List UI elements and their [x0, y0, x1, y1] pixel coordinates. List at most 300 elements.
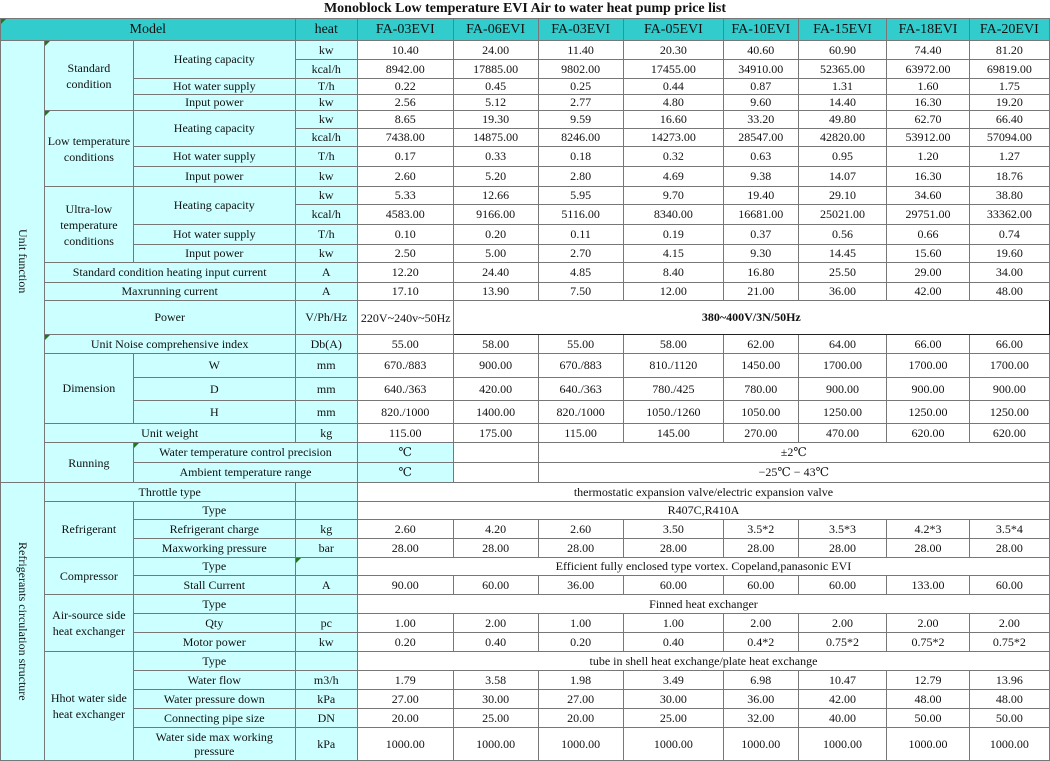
cell: 58.00: [623, 335, 723, 354]
cell: 18.76: [969, 167, 1049, 187]
cell: 52365.00: [798, 60, 887, 79]
unit-db: Db(A): [295, 335, 357, 354]
low-hot-water-label: Hot water supply: [133, 147, 295, 167]
table-row: [1, 111, 1050, 129]
cell: 1050./1260: [623, 401, 723, 424]
cell: 0.20: [453, 225, 538, 245]
unit-bar: bar: [295, 539, 357, 558]
table-row: [1, 225, 1050, 245]
unit-a: A: [295, 576, 357, 595]
cell: 28.00: [798, 539, 887, 558]
table-row: [1, 709, 1050, 728]
cell: 9.38: [724, 167, 799, 187]
cell: 4.69: [623, 167, 723, 187]
unit-m3h: m3/h: [295, 671, 357, 690]
unit-kg: kg: [295, 520, 357, 539]
cell: 2.50: [357, 245, 453, 263]
cell: 115.00: [357, 424, 453, 443]
cell: 1.75: [969, 79, 1049, 95]
low-input-power-label: Input power: [133, 167, 295, 187]
cell: 9166.00: [453, 205, 538, 225]
table-row: [1, 79, 1050, 95]
cell: 29.10: [798, 187, 887, 205]
cell: 0.32: [623, 147, 723, 167]
cell: 14875.00: [453, 129, 538, 147]
cell: 20.00: [538, 709, 623, 728]
cell: 17885.00: [453, 60, 538, 79]
cell: 115.00: [538, 424, 623, 443]
cell: 28.00: [969, 539, 1049, 558]
table-row: [1, 671, 1050, 690]
cell: 25.00: [623, 709, 723, 728]
table-row: [1, 335, 1050, 354]
cell: 470.00: [798, 424, 887, 443]
cell: 2.00: [798, 614, 887, 633]
cell: 780.00: [724, 378, 799, 401]
unit-kw: kw: [295, 41, 357, 60]
cell: 810./1120: [623, 354, 723, 378]
table-row: [1, 187, 1050, 205]
unit-a: A: [295, 283, 357, 301]
cell: 12.20: [357, 263, 453, 283]
cell: 27.00: [357, 690, 453, 709]
cell: 60.00: [623, 576, 723, 595]
cell-blank: [295, 595, 357, 614]
cell: 0.63: [724, 147, 799, 167]
cell-blank: [295, 483, 357, 502]
cell: 64.00: [798, 335, 887, 354]
cell: 14.07: [798, 167, 887, 187]
cell: 24.00: [453, 41, 538, 60]
table-row: [1, 245, 1050, 263]
ultra-heating-capacity-label: Heating capacity: [133, 187, 295, 225]
cell: 50.00: [969, 709, 1049, 728]
cell: 1.20: [887, 147, 969, 167]
comp-stall-label: Stall Current: [133, 576, 295, 595]
cell: 4.15: [623, 245, 723, 263]
cell: 2.00: [969, 614, 1049, 633]
water-pdown-label: Water pressure down: [133, 690, 295, 709]
cell: 7.50: [538, 283, 623, 301]
cell: 1250.00: [969, 401, 1049, 424]
cell: 42.00: [887, 283, 969, 301]
unit-pc: pc: [295, 614, 357, 633]
unit-kw: kw: [295, 167, 357, 187]
section-unit-function: Unit function: [1, 41, 45, 483]
section-running: Running: [44, 443, 133, 483]
cell: 14.45: [798, 245, 887, 263]
unit-vph: V/Ph/Hz: [295, 301, 357, 335]
low-heating-capacity-label: Heating capacity: [133, 111, 295, 147]
cell: 69819.00: [969, 60, 1049, 79]
cell: 36.00: [724, 690, 799, 709]
unit-th: T/h: [295, 225, 357, 245]
cell: 50.00: [887, 709, 969, 728]
cell: 1000.00: [623, 728, 723, 761]
cell: 33362.00: [969, 205, 1049, 225]
power-label: Power: [44, 301, 295, 335]
cell: 0.25: [538, 79, 623, 95]
cell: 0.40: [453, 633, 538, 652]
cell: 670./883: [538, 354, 623, 378]
cell: 2.00: [453, 614, 538, 633]
group-ultra-low-temperature: Ultra-low temperature conditions: [44, 187, 133, 263]
cell: 0.56: [798, 225, 887, 245]
cell: 2.60: [357, 167, 453, 187]
cell: 2.00: [724, 614, 799, 633]
group-low-temperature: Low temperature conditions: [44, 111, 133, 187]
cell: 2.77: [538, 95, 623, 111]
page-title: Monoblock Low temperature EVI Air to water heat pump price list: [323, 1, 727, 16]
cell: 28.00: [357, 539, 453, 558]
table-row: [1, 95, 1050, 111]
air-type-value: Finned heat exchanger: [357, 595, 1049, 614]
cell: 38.80: [969, 187, 1049, 205]
cell: 25.50: [798, 263, 887, 283]
model-col-2: FA-06EVI: [453, 19, 538, 41]
unit-th: T/h: [295, 147, 357, 167]
heat-header: heat: [295, 19, 357, 41]
cell: 0.66: [887, 225, 969, 245]
table-row: [1, 378, 1050, 401]
cell: 81.20: [969, 41, 1049, 60]
cell: 2.80: [538, 167, 623, 187]
cell: 48.00: [969, 283, 1049, 301]
unit-kw: kw: [295, 95, 357, 111]
group-water-side-hx: Hhot water side heat exchanger: [44, 652, 133, 761]
model-col-1: FA-03EVI: [357, 19, 453, 41]
model-col-5: FA-10EVI: [724, 19, 799, 41]
cell: 13.90: [453, 283, 538, 301]
cell: 1250.00: [798, 401, 887, 424]
table-row: [1, 147, 1050, 167]
cell: 2.56: [357, 95, 453, 111]
cell: 55.00: [538, 335, 623, 354]
cell: 29.00: [887, 263, 969, 283]
table-row: [1, 690, 1050, 709]
cell: 8.40: [623, 263, 723, 283]
cell: 55.00: [357, 335, 453, 354]
cell: 17.10: [357, 283, 453, 301]
water-temp-value: ±2℃: [538, 443, 1049, 463]
table-row: [1, 463, 1050, 483]
cell: 20.30: [623, 41, 723, 60]
cell: 0.33: [453, 147, 538, 167]
table-row: [1, 576, 1050, 595]
cell: 0.75*2: [969, 633, 1049, 652]
cell: 900.00: [798, 378, 887, 401]
air-motor-label: Motor power: [133, 633, 295, 652]
cell: 1700.00: [887, 354, 969, 378]
cell: 0.22: [357, 79, 453, 95]
table-row: [1, 520, 1050, 539]
cell: 12.66: [453, 187, 538, 205]
table-row: [1, 424, 1050, 443]
cell: 670./883: [357, 354, 453, 378]
cell: 0.19: [623, 225, 723, 245]
throttle-value: thermostatic expansion valve/electric expansion valve: [357, 483, 1049, 502]
comp-type-label: Type: [133, 558, 295, 576]
unit-kcal: kcal/h: [295, 205, 357, 225]
cell: 19.60: [969, 245, 1049, 263]
cell: 12.00: [623, 283, 723, 301]
cell: 1000.00: [887, 728, 969, 761]
cell: 16.30: [887, 167, 969, 187]
cell: 0.4*2: [724, 633, 799, 652]
cell: 13.96: [969, 671, 1049, 690]
cell: 34.00: [969, 263, 1049, 283]
cell: 1.79: [357, 671, 453, 690]
cell: 66.40: [969, 111, 1049, 129]
cell: 2.70: [538, 245, 623, 263]
cell: 60.00: [798, 576, 887, 595]
cell: 620.00: [887, 424, 969, 443]
cell-blank: [295, 652, 357, 671]
cell-blank: [295, 558, 357, 576]
model-col-7: FA-18EVI: [887, 19, 969, 41]
group-standard-condition: Standard condition: [44, 41, 133, 111]
table-row: [1, 633, 1050, 652]
ultra-hot-water-label: Hot water supply: [133, 225, 295, 245]
cell: 0.18: [538, 147, 623, 167]
std-input-power-label: Input power: [133, 95, 295, 111]
cell: 1250.00: [887, 401, 969, 424]
cell: 0.10: [357, 225, 453, 245]
table-row: [1, 401, 1050, 424]
dim-h-label: H: [133, 401, 295, 424]
cell: 28.00: [724, 539, 799, 558]
unit-kcal: kcal/h: [295, 129, 357, 147]
cell: 5.95: [538, 187, 623, 205]
cell: 19.40: [724, 187, 799, 205]
cell: 1000.00: [538, 728, 623, 761]
cell: 66.00: [887, 335, 969, 354]
table-row: [1, 502, 1050, 520]
cell: 53912.00: [887, 129, 969, 147]
cell: 16.30: [887, 95, 969, 111]
cell: 175.00: [453, 424, 538, 443]
cell: 270.00: [724, 424, 799, 443]
group-air-source-hx: Air-source side heat exchanger: [44, 595, 133, 652]
unit-mm: mm: [295, 354, 357, 378]
cell: 0.20: [538, 633, 623, 652]
cell: 27.00: [538, 690, 623, 709]
cell: 9.70: [623, 187, 723, 205]
unit-th: T/h: [295, 79, 357, 95]
unit-dn: DN: [295, 709, 357, 728]
cell: 14.40: [798, 95, 887, 111]
group-compressor: Compressor: [44, 558, 133, 595]
spec-table: [0, 18, 1050, 761]
water-pipe-label: Connecting pipe size: [133, 709, 295, 728]
noise-label: Unit Noise comprehensive index: [44, 335, 295, 354]
unit-kpa: kPa: [295, 690, 357, 709]
cell: 0.87: [724, 79, 799, 95]
cell: 8246.00: [538, 129, 623, 147]
table-row: [1, 728, 1050, 761]
cell-blank: [295, 502, 357, 520]
cell: 9.59: [538, 111, 623, 129]
cell: 0.75*2: [887, 633, 969, 652]
cell: 28.00: [538, 539, 623, 558]
ultra-input-power-label: Input power: [133, 245, 295, 263]
cell: 25.00: [453, 709, 538, 728]
power-first: 220V~240v~50Hz: [357, 301, 453, 335]
cell: 33.20: [724, 111, 799, 129]
table-row: [1, 443, 1050, 463]
section-refrigerants-circulation: Refrigerants circulation structure: [1, 483, 45, 761]
table-row: [1, 539, 1050, 558]
cell: 1000.00: [724, 728, 799, 761]
unit-degc: ℃: [357, 463, 453, 483]
cell: 133.00: [887, 576, 969, 595]
cell: 10.47: [798, 671, 887, 690]
ref-charge-label: Refrigerant charge: [133, 520, 295, 539]
unit-kw: kw: [295, 245, 357, 263]
cell: 49.80: [798, 111, 887, 129]
unit-a: A: [295, 263, 357, 283]
cell: 15.60: [887, 245, 969, 263]
unit-mm: mm: [295, 378, 357, 401]
cell: 3.58: [453, 671, 538, 690]
cell: 1000.00: [357, 728, 453, 761]
cell: 0.44: [623, 79, 723, 95]
cell: 3.5*3: [798, 520, 887, 539]
cell: 420.00: [453, 378, 538, 401]
max-current-label: Maxrunning current: [44, 283, 295, 301]
air-qty-label: Qty: [133, 614, 295, 633]
cell: 900.00: [969, 378, 1049, 401]
cell: 1.00: [623, 614, 723, 633]
cell: 63972.00: [887, 60, 969, 79]
table-row: [1, 283, 1050, 301]
cell: 4.2*3: [887, 520, 969, 539]
cell: 1.00: [538, 614, 623, 633]
cell: 40.60: [724, 41, 799, 60]
unit-mm: mm: [295, 401, 357, 424]
cell: 0.74: [969, 225, 1049, 245]
cell: 12.79: [887, 671, 969, 690]
cell: 4.80: [623, 95, 723, 111]
cell: 30.00: [453, 690, 538, 709]
cell: 0.95: [798, 147, 887, 167]
comp-type-value: Efficient fully enclosed type vortex. Copeland,panasonic EVI: [357, 558, 1049, 576]
cell: 28.00: [887, 539, 969, 558]
cell: 1.31: [798, 79, 887, 95]
cell: 60.00: [453, 576, 538, 595]
cell: 32.00: [724, 709, 799, 728]
cell: 66.00: [969, 335, 1049, 354]
cell: 9802.00: [538, 60, 623, 79]
table-row: [1, 652, 1050, 671]
cell: 1.60: [887, 79, 969, 95]
cell: 1.27: [969, 147, 1049, 167]
cell: 19.30: [453, 111, 538, 129]
group-refrigerant: Refrigerant: [44, 502, 133, 558]
cell: 20.00: [357, 709, 453, 728]
cell: 5.20: [453, 167, 538, 187]
cell: 8340.00: [623, 205, 723, 225]
cell: 0.45: [453, 79, 538, 95]
cell: 48.00: [969, 690, 1049, 709]
cell: 40.00: [798, 709, 887, 728]
cell: 9.30: [724, 245, 799, 263]
ambient-label: Ambient temperature range: [133, 463, 357, 483]
cell: 0.75*2: [798, 633, 887, 652]
table-row: [1, 595, 1050, 614]
table-row: [1, 558, 1050, 576]
cell: 9.60: [724, 95, 799, 111]
air-type-label: Type: [133, 595, 295, 614]
ambient-value: −25℃ − 43℃: [538, 463, 1049, 483]
cell: 820./1000: [538, 401, 623, 424]
cell: 900.00: [887, 378, 969, 401]
model-header: Model: [1, 19, 296, 41]
cell: 0.40: [623, 633, 723, 652]
cell: 1700.00: [969, 354, 1049, 378]
cell: 4.20: [453, 520, 538, 539]
cell: 25021.00: [798, 205, 887, 225]
cell: 2.00: [887, 614, 969, 633]
cell: 3.49: [623, 671, 723, 690]
cell-blank: [453, 463, 538, 483]
table-row: [1, 614, 1050, 633]
cell: 30.00: [623, 690, 723, 709]
unit-kw: kw: [295, 111, 357, 129]
dim-d-label: D: [133, 378, 295, 401]
std-current-label: Standard condition heating input current: [44, 263, 295, 283]
cell: 7438.00: [357, 129, 453, 147]
cell: 11.40: [538, 41, 623, 60]
cell: 1700.00: [798, 354, 887, 378]
cell: 60.90: [798, 41, 887, 60]
cell: 0.17: [357, 147, 453, 167]
group-dimension: Dimension: [44, 354, 133, 424]
table-header-row: [1, 19, 1050, 41]
unit-kpa: kPa: [295, 728, 357, 761]
water-side-pressure-label: Water side max working pressure: [133, 728, 295, 761]
cell: 4.85: [538, 263, 623, 283]
cell: 8.65: [357, 111, 453, 129]
cell: 5.00: [453, 245, 538, 263]
cell: 28.00: [623, 539, 723, 558]
cell: 820./1000: [357, 401, 453, 424]
unit-degc: ℃: [357, 443, 453, 463]
cell: 6.98: [724, 671, 799, 690]
cell: 1400.00: [453, 401, 538, 424]
power-rest: 380~400V/3N/50Hz: [453, 301, 1049, 335]
weight-label: Unit weight: [44, 424, 295, 443]
water-temp-label: Water temperature control precision: [133, 443, 357, 463]
cell: 74.40: [887, 41, 969, 60]
water-flow-label: Water flow: [133, 671, 295, 690]
cell: 3.50: [623, 520, 723, 539]
cell: 36.00: [538, 576, 623, 595]
cell: 1.00: [357, 614, 453, 633]
cell: 19.20: [969, 95, 1049, 111]
cell: 2.60: [357, 520, 453, 539]
cell: 0.37: [724, 225, 799, 245]
table-row: [1, 354, 1050, 378]
cell: 60.00: [724, 576, 799, 595]
cell: 48.00: [887, 690, 969, 709]
cell: 3.5*2: [724, 520, 799, 539]
unit-kcal: kcal/h: [295, 60, 357, 79]
cell: 8942.00: [357, 60, 453, 79]
throttle-label: Throttle type: [44, 483, 295, 502]
cell: 900.00: [453, 354, 538, 378]
cell: 36.00: [798, 283, 887, 301]
